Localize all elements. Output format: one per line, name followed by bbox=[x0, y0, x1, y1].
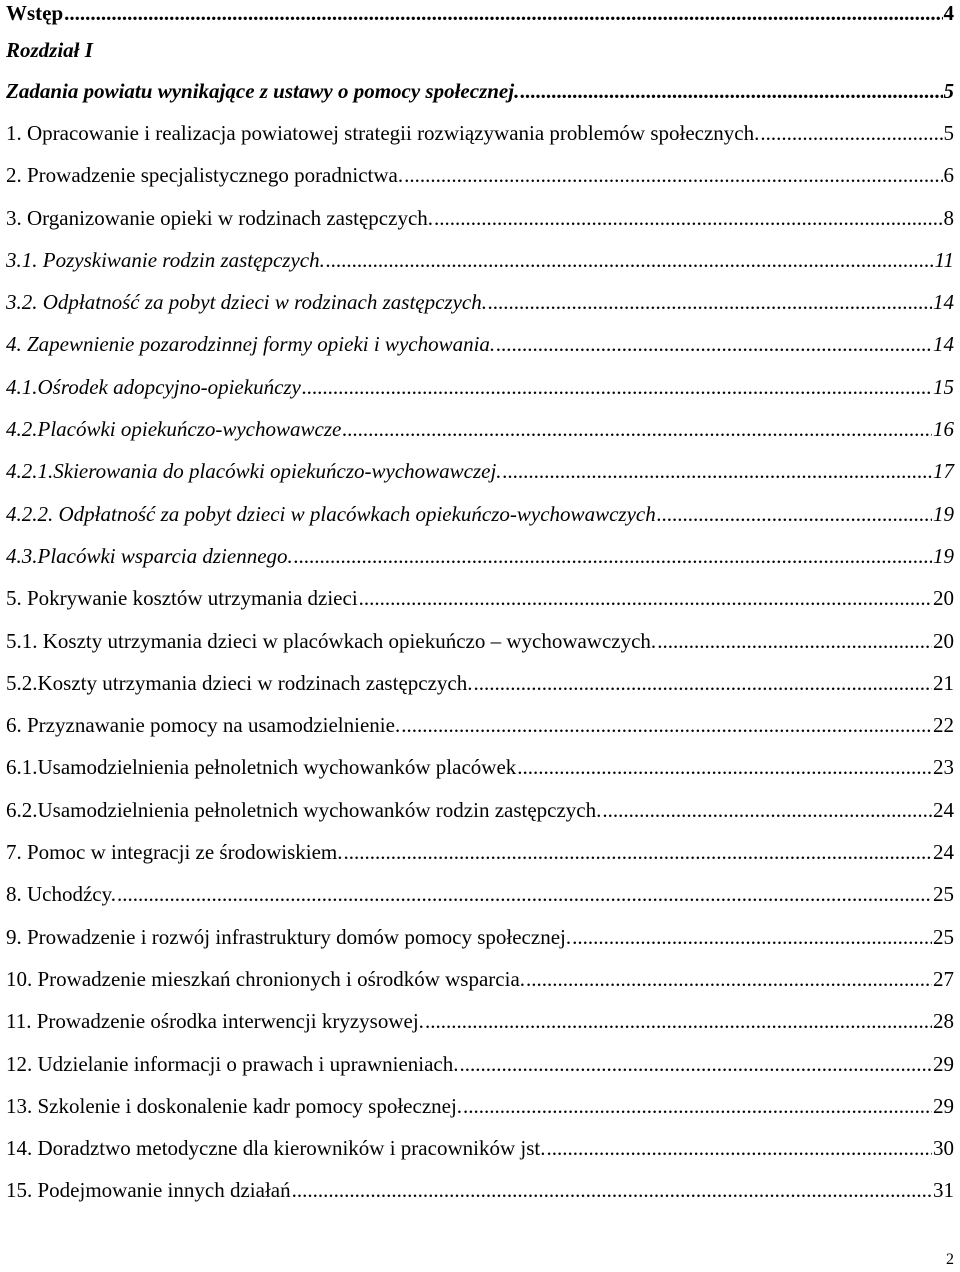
toc-entry-label: 4.1.Ośrodek adopcyjno-opiekuńczy bbox=[6, 374, 301, 399]
toc-leader-dots bbox=[425, 1000, 932, 1042]
toc-entry-label: 4.3.Placówki wsparcia dziennego. bbox=[6, 543, 293, 568]
toc-entry-page: 20 bbox=[933, 628, 954, 653]
toc-entry-label: 3.2. Odpłatność za pobyt dzieci w rodzinach zastępczych. bbox=[6, 290, 488, 315]
toc-entry-label: 4. Zapewnienie pozarodzinnej formy opieki i wychowania. bbox=[6, 332, 496, 357]
toc-entry[interactable] bbox=[6, 873, 954, 915]
toc-entry[interactable] bbox=[6, 662, 954, 704]
toc-entry[interactable] bbox=[6, 1043, 954, 1085]
toc-entry-page: 29 bbox=[933, 1093, 954, 1118]
toc-leader-dots bbox=[344, 831, 932, 873]
toc-entry-page: 24 bbox=[933, 797, 954, 822]
toc-leader-dots bbox=[602, 789, 932, 831]
toc-entry[interactable] bbox=[6, 789, 954, 831]
toc-entry-page: 30 bbox=[933, 1136, 954, 1161]
toc-entry-page: 6 bbox=[943, 163, 954, 188]
toc-entry[interactable] bbox=[6, 450, 954, 492]
toc-entry-page: 19 bbox=[933, 543, 954, 568]
toc-leader-dots bbox=[546, 1127, 932, 1169]
toc-entry-label: 6.1.Usamodzielnienia pełnoletnich wychowanków placówek bbox=[6, 755, 517, 780]
toc-entry[interactable] bbox=[6, 323, 954, 365]
toc-entry-page: 11 bbox=[934, 247, 954, 272]
toc-entry-page: 5 bbox=[943, 79, 954, 103]
toc-leader-dots bbox=[657, 620, 932, 662]
toc-entry-label: 2. Prowadzenie specjalistycznego poradnictwa. bbox=[6, 163, 404, 188]
toc-entry[interactable] bbox=[6, 1000, 954, 1042]
toc-leader-dots bbox=[572, 916, 932, 958]
toc-leader-dots bbox=[302, 366, 932, 408]
toc-entry-page: 14 bbox=[933, 332, 954, 357]
toc-entry[interactable] bbox=[6, 281, 954, 323]
toc-entry-page: 15 bbox=[933, 374, 954, 399]
toc-leader-dots bbox=[404, 154, 942, 196]
toc-entry[interactable] bbox=[6, 30, 954, 71]
toc-leader-dots bbox=[292, 1169, 932, 1211]
toc-entry-label: 12. Udzielanie informacji o prawach i uprawnieniach. bbox=[6, 1051, 459, 1076]
toc-entry[interactable] bbox=[6, 71, 954, 112]
toc-entry-label: 6.2.Usamodzielnienia pełnoletnich wychowanków rodzin zastępczych. bbox=[6, 797, 602, 822]
toc-entry-label: 7. Pomoc w integracji ze środowiskiem. bbox=[6, 840, 343, 865]
toc-entry-page: 28 bbox=[933, 1009, 954, 1034]
toc-leader-dots bbox=[326, 239, 934, 281]
toc-entry-label: 3. Organizowanie opieki w rodzinach zastępczych. bbox=[6, 205, 434, 230]
toc-entry[interactable] bbox=[6, 0, 954, 30]
toc-entry-label: 5.2.Koszty utrzymania dzieci w rodzinach zastępczych. bbox=[6, 670, 473, 695]
toc-leader-dots bbox=[517, 746, 932, 788]
toc-leader-dots bbox=[473, 662, 932, 704]
toc-entry-label: 8. Uchodźcy. bbox=[6, 882, 117, 907]
toc-entry-page: 4 bbox=[943, 1, 954, 25]
toc-entry-page: 5 bbox=[943, 121, 954, 145]
toc-entry[interactable] bbox=[6, 1169, 954, 1211]
toc-leader-dots bbox=[64, 0, 942, 26]
toc-entry-page: 27 bbox=[933, 966, 954, 991]
toc-leader-dots bbox=[342, 408, 932, 450]
toc-entry-label: 9. Prowadzenie i rozwój infrastruktury domów pomocy społecznej. bbox=[6, 924, 572, 949]
toc-entry[interactable] bbox=[6, 112, 954, 154]
toc-leader-dots bbox=[760, 112, 942, 154]
toc-leader-dots bbox=[434, 197, 942, 239]
toc-entry[interactable] bbox=[6, 1085, 954, 1127]
toc-leader-dots bbox=[657, 493, 932, 535]
toc-leader-dots bbox=[359, 577, 932, 619]
toc-entry-page: 24 bbox=[933, 840, 954, 865]
toc-leader-dots bbox=[459, 1043, 932, 1085]
toc-entry-page: 21 bbox=[933, 670, 954, 695]
toc-entry-label: 1. Opracowanie i realizacja powiatowej strategii rozwiązywania problemów społecznych. bbox=[6, 121, 760, 145]
toc-entry[interactable] bbox=[6, 239, 954, 281]
toc-entry-label: 5. Pokrywanie kosztów utrzymania dzieci bbox=[6, 586, 358, 611]
toc-entry-page: 8 bbox=[943, 205, 954, 230]
toc-leader-dots bbox=[526, 958, 932, 1000]
toc-entry[interactable] bbox=[6, 535, 954, 577]
toc-entry-page: 23 bbox=[933, 755, 954, 780]
table-of-contents bbox=[6, 0, 954, 1212]
toc-leader-dots bbox=[520, 71, 942, 112]
toc-entry[interactable] bbox=[6, 831, 954, 873]
toc-leader-dots bbox=[117, 873, 932, 915]
toc-entry[interactable] bbox=[6, 154, 954, 196]
toc-entry[interactable] bbox=[6, 577, 954, 619]
toc-entry-label: Rozdział I bbox=[6, 38, 93, 62]
toc-entry[interactable] bbox=[6, 746, 954, 788]
toc-entry-page: 25 bbox=[933, 882, 954, 907]
toc-entry[interactable] bbox=[6, 704, 954, 746]
toc-entry-label: 6. Przyznawanie pomocy na usamodzielnienie. bbox=[6, 713, 401, 738]
toc-entry-page: 16 bbox=[933, 417, 954, 442]
toc-entry-label: 4.2.Placówki opiekuńczo-wychowawcze bbox=[6, 417, 342, 442]
toc-entry-label: 4.2.2. Odpłatność za pobyt dzieci w placówkach opiekuńczo-wychowawczych bbox=[6, 501, 656, 526]
toc-entry-label: 10. Prowadzenie mieszkań chronionych i ośrodków wsparcia. bbox=[6, 966, 526, 991]
toc-entry-label: 4.2.1.Skierowania do placówki opiekuńczo-wychowawczej. bbox=[6, 459, 502, 484]
toc-entry-label: 3.1. Pozyskiwanie rodzin zastępczych. bbox=[6, 247, 325, 272]
toc-leader-dots bbox=[294, 535, 932, 577]
toc-entry[interactable] bbox=[6, 493, 954, 535]
toc-entry-label: 15. Podejmowanie innych działań bbox=[6, 1178, 291, 1203]
toc-entry[interactable] bbox=[6, 916, 954, 958]
toc-entry-page: 14 bbox=[933, 290, 954, 315]
toc-entry-page: 29 bbox=[933, 1051, 954, 1076]
toc-leader-dots bbox=[463, 1085, 932, 1127]
toc-entry-label: 14. Doradztwo metodyczne dla kierowników i pracowników jst. bbox=[6, 1136, 546, 1161]
toc-entry-label: Zadania powiatu wynikające z ustawy o pomocy społecznej. bbox=[6, 79, 520, 103]
toc-leader-dots bbox=[496, 323, 932, 365]
toc-leader-dots bbox=[503, 450, 932, 492]
toc-entry-label: 11. Prowadzenie ośrodka interwencji kryzysowej. bbox=[6, 1009, 424, 1034]
toc-entry[interactable] bbox=[6, 408, 954, 450]
toc-entry-page: 19 bbox=[933, 501, 954, 526]
toc-entry-page: 17 bbox=[933, 459, 954, 484]
toc-entry-label: 13. Szkolenie i doskonalenie kadr pomocy społecznej. bbox=[6, 1093, 463, 1118]
toc-entry[interactable] bbox=[6, 958, 954, 1000]
toc-entry[interactable] bbox=[6, 366, 954, 408]
toc-entry-page: 31 bbox=[933, 1178, 954, 1203]
toc-entry[interactable] bbox=[6, 197, 954, 239]
toc-entry-page: 20 bbox=[933, 586, 954, 611]
toc-leader-dots bbox=[401, 704, 932, 746]
toc-entry[interactable] bbox=[6, 1127, 954, 1169]
toc-entry-page: 25 bbox=[933, 924, 954, 949]
toc-entry[interactable] bbox=[6, 620, 954, 662]
toc-leader-dots bbox=[488, 281, 932, 323]
toc-entry-label: 5.1. Koszty utrzymania dzieci w placówkach opiekuńczo – wychowawczych. bbox=[6, 628, 657, 653]
toc-entry-page: 22 bbox=[933, 713, 954, 738]
page-number: 2 bbox=[946, 1251, 954, 1268]
toc-entry-label: Wstęp bbox=[6, 1, 64, 25]
